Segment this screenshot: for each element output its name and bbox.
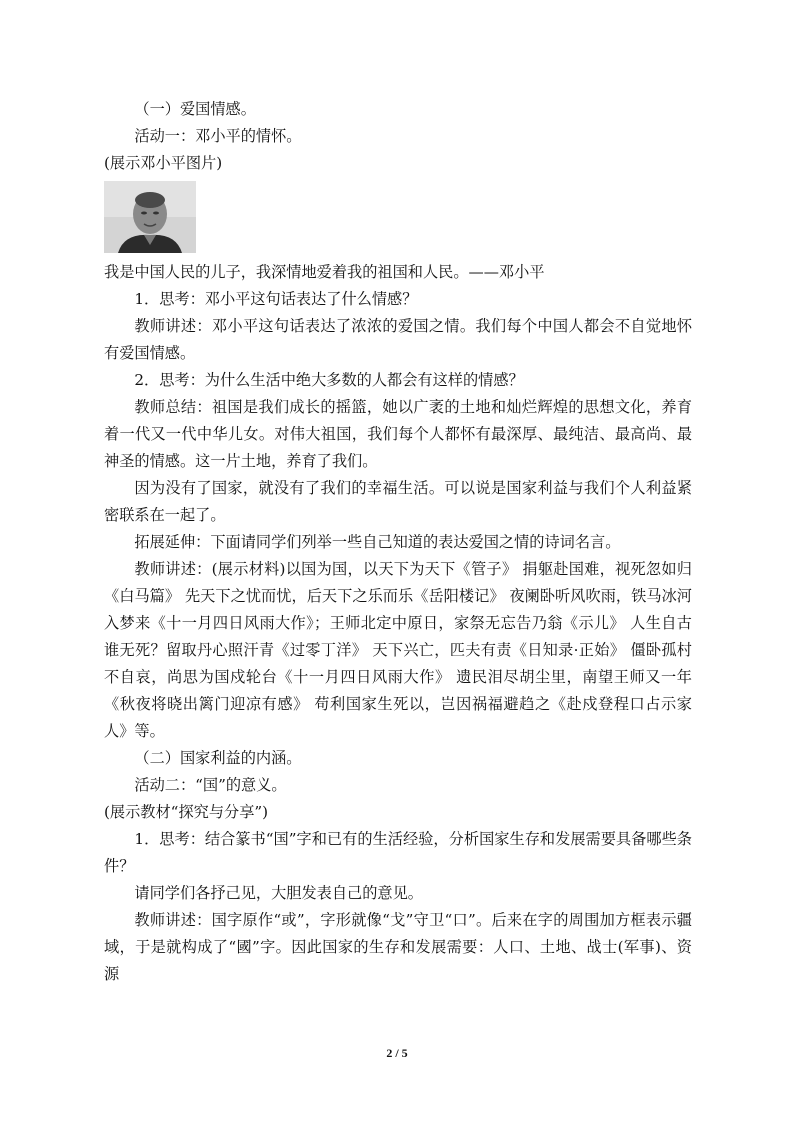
paragraph-national-interest: 因为没有了国家，就没有了我们的幸福生活。可以说是国家利益与我们个人利益紧密联系在一起了。 bbox=[104, 479, 692, 524]
teacher-explanation-guo: 教师讲述：国字原作“或”，字形就像“戈”守卫“口”。后来在字的周围加方框表示疆域，于是就构成了“國”字。因此国家的生存和发展需要：人口、土地、战士(军事)、资源 bbox=[104, 911, 692, 983]
extension-prompt: 拓展延伸：下面请同学们列举一些自己知道的表达爱国之情的诗词名言。 bbox=[134, 533, 621, 551]
question-1: 1．思考：邓小平这句话表达了什么情感？ bbox=[134, 290, 418, 308]
question-2: 2．思考：为什么生活中绝大多数的人都会有这样的情感？ bbox=[134, 371, 524, 389]
page-number: 2 / 5 bbox=[386, 1046, 408, 1060]
teacher-summary: 教师总结：祖国是我们成长的摇篮，她以广袤的土地和灿烂辉煌的思想文化，养育着一代又一代中华儿女。对伟大祖国，我们每个人都怀有最深厚、最纯洁、最高尚、最神圣的情感。这一片土地，养育了我们。 bbox=[104, 398, 692, 470]
section-heading-2: （二）国家利益的内涵。 bbox=[134, 749, 302, 767]
document-body bbox=[104, 96, 692, 988]
deng-xiaoping-photo bbox=[104, 181, 196, 253]
section-heading-1: （一）爱国情感。 bbox=[134, 100, 256, 118]
show-textbook-note: (展示教材“探究与分享”) bbox=[104, 803, 269, 821]
quote: 我是中国人民的儿子，我深情地爱着我的祖国和人民。——邓小平 bbox=[104, 263, 545, 281]
discussion-prompt: 请同学们各抒己见，大胆发表自己的意见。 bbox=[134, 884, 423, 902]
question-3: 1．思考：结合篆书“国”字和已有的生活经验，分析国家生存和发展需要具备哪些条件？ bbox=[104, 830, 692, 875]
teacher-explanation-poems: 教师讲述：(展示材料)以国为国，以天下为天下《管子》 捐躯赴国难，视死忽如归《白马篇》 先天下之忧而忧，后天下之乐而乐《岳阳楼记》 夜阑卧听风吹雨，铁马冰河入梦来《十一月四日风雨大作》；王师北定中原日，家祭无忘告乃翁《示儿》 人生自古谁无死？留取丹心照汗青《过零丁洋》 天下兴亡，匹夫有责《日知录·正始》 僵卧孤村不自哀，尚思为国戍轮台《十一月四日风雨大作》 遗民泪尽胡尘里，南望王师又一年《秋夜将晓出篱门迎凉有感》 苟利国家生死以，岂因祸福避趋之《赴戍登程口占示家人》等。 bbox=[104, 560, 692, 740]
activity-1-title: 活动一：邓小平的情怀。 bbox=[134, 127, 302, 145]
show-picture-note: (展示邓小平图片) bbox=[104, 154, 223, 172]
teacher-explanation-1: 教师讲述：邓小平这句话表达了浓浓的爱国之情。我们每个中国人都会不自觉地怀有爱国情感。 bbox=[104, 317, 692, 362]
activity-2-title: 活动二：“国”的意义。 bbox=[134, 776, 287, 794]
